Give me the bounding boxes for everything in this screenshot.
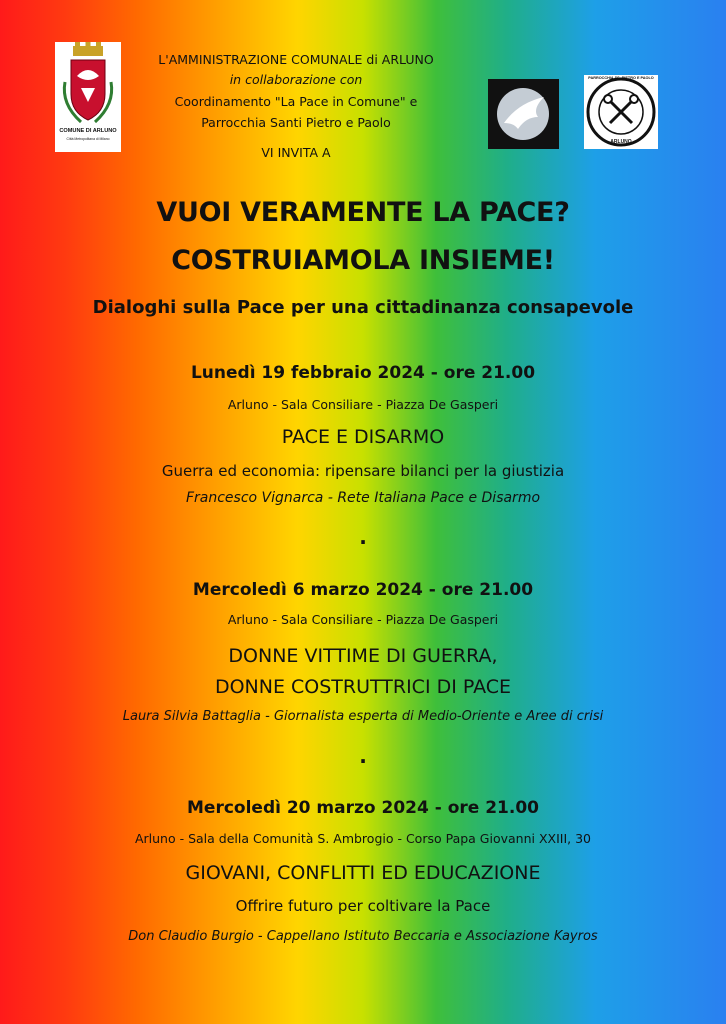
invite-text: VI INVITA A: [261, 145, 331, 160]
event-1-topic: PACE E DISARMO: [281, 426, 445, 448]
coat-of-arms-icon: [55, 42, 121, 130]
comune-sub-text: Città Metropolitana di Milano: [66, 137, 110, 141]
dove-icon: [488, 79, 559, 149]
parrocchia-logo: [584, 75, 658, 149]
event-2-date: Mercoledì 6 marzo 2024 - ore 21.00: [192, 580, 534, 600]
event-3-speaker: Don Claudio Burgio - Cappellano Istituto Beccaria e Associazione Kayros: [128, 929, 598, 944]
event-2-place: Arluno - Sala Consiliare - Piazza De Gasperi: [227, 612, 499, 627]
separator-dot-1: .: [359, 525, 367, 549]
comune-arluno-logo: [55, 42, 121, 152]
pace-in-comune-logo: [488, 79, 559, 149]
main-title-line-1: VUOI VERAMENTE LA PACE?: [156, 197, 570, 228]
header-line-4: Parrocchia Santi Pietro e Paolo: [201, 115, 391, 130]
event-3-subtopic: Offrire futuro per coltivare la Pace: [235, 897, 491, 915]
event-3-topic: GIOVANI, CONFLITTI ED EDUCAZIONE: [185, 862, 541, 884]
subtitle: Dialoghi sulla Pace per una cittadinanza consapevole: [92, 297, 634, 318]
event-2-topic-line-1: DONNE VITTIME DI GUERRA,: [228, 645, 498, 667]
comune-name-text: COMUNE DI ARLUNO: [59, 128, 117, 134]
event-3-date: Mercoledì 20 marzo 2024 - ore 21.00: [187, 798, 539, 818]
event-1-subtopic: Guerra ed economia: ripensare bilanci per la giustizia: [161, 462, 565, 480]
parrocchia-city-text: ARLUNO: [610, 139, 632, 145]
main-title-line-2: COSTRUIAMOLA INSIEME!: [171, 245, 555, 276]
header-line-2: in collaborazione con: [229, 72, 363, 87]
event-2-topic-line-2: DONNE COSTRUTTRICI DI PACE: [214, 676, 512, 698]
separator-dot-2: .: [359, 744, 367, 768]
header-line-3: Coordinamento "La Pace in Comune" e: [174, 94, 418, 109]
event-1-place: Arluno - Sala Consiliare - Piazza De Gasperi: [227, 397, 499, 412]
parrocchia-ring-text: PARROCCHIA SS. PIETRO E PAOLO: [588, 76, 654, 80]
header-line-1: L'AMMINISTRAZIONE COMUNALE di ARLUNO: [158, 52, 434, 67]
event-3-place: Arluno - Sala della Comunità S. Ambrogio - Corso Papa Giovanni XXIII, 30: [134, 831, 592, 846]
event-2-speaker: Laura Silvia Battaglia - Giornalista esperta di Medio-Oriente e Aree di crisi: [122, 709, 604, 724]
keys-seal-icon: [584, 75, 658, 149]
event-1-speaker: Francesco Vignarca - Rete Italiana Pace e Disarmo: [185, 490, 541, 506]
event-1-date: Lunedì 19 febbraio 2024 - ore 21.00: [190, 363, 536, 383]
